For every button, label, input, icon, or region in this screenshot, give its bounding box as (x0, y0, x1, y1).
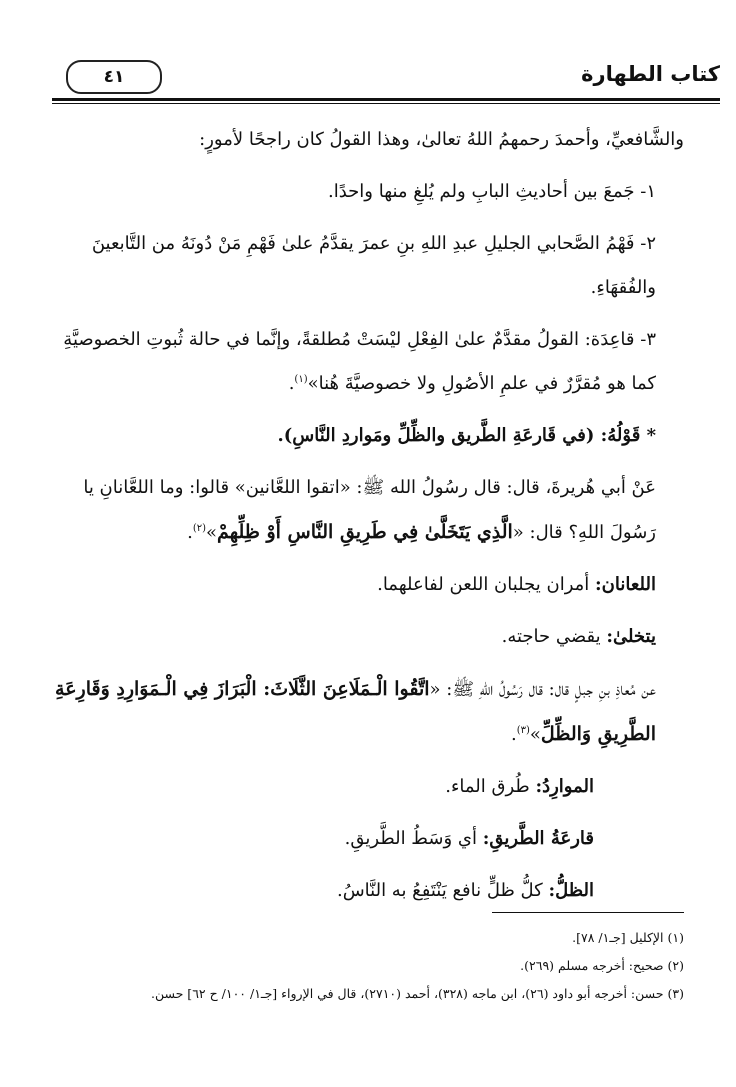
gloss-term: اللعانان: (595, 574, 656, 595)
gloss-term: يتخلىٰ: (606, 626, 656, 647)
hadith-1-text: الَّذِي يَتَخَلَّىٰ فِي طَرِيقِ النَّاسِ أَوْ ظِلِّهِمْ (217, 521, 513, 543)
gloss-definition: يقضي حاجته. (501, 626, 607, 647)
footnote-separator (492, 912, 684, 913)
gloss-item (48, 765, 684, 809)
list-item-2: ٢- فَهْمُ الصَّحابي الجليلِ عبدِ اللهِ بنِ عمرَ يقدَّمُ علىٰ فَهْمِ مَنْ دُونَهُ من التَّابعينَ والفُقهَاءِ. (91, 233, 656, 298)
footnote-ref-2[interactable]: (٢) (192, 523, 207, 534)
hadith-2 (48, 667, 684, 757)
gloss-definition: أمران يجلبان اللعن لفاعلهما. (377, 574, 596, 595)
hadith-1 (48, 466, 684, 555)
list-item-3-period: . (288, 373, 295, 394)
hadith-1-close: » (206, 522, 218, 543)
book-title: كتاب الطهارة (581, 62, 720, 86)
hadith-2-period: . (510, 724, 517, 745)
hadith-1-period: . (187, 522, 193, 543)
page-header (52, 52, 720, 96)
gloss-item (48, 817, 684, 861)
list-item-3-text: ٣- قاعِدَة: القولُ مقدَّمٌ علىٰ الفِعْلِ ليْسَتْ مُطلقةً، وإنَّما في حالة ثُبوتِ الخصوصيَّةِ كما هو مُقرَّرٌ في علمِ الأصُولِ ولا خصوصيَّةَ هُنا» (63, 329, 656, 394)
gloss-definition: طُرق الماء. (445, 776, 536, 797)
intro-paragraph: والشَّافعيِّ، وأحمدَ رحمهمُ اللهُ تعالىٰ، وهذا القولُ كان راجحًا لأمورٍ: (199, 129, 684, 150)
footnote-1: (١) الإكليل [جـ١/ ٧٨]. (572, 930, 684, 945)
gloss-definition: أي وَسَطُ الطَّريقِ. (344, 828, 483, 849)
gloss-term: الموارِدُ: (535, 776, 594, 797)
gloss-item (48, 869, 684, 913)
footnotes (24, 924, 684, 1008)
list-item-3 (48, 318, 684, 406)
gloss-definition: كلُّ ظلٍّ نافع يَنْتَفِعُ به النَّاسُ. (336, 880, 549, 901)
footnote-2: (٢) صحيح: أخرجه مسلم (٢٦٩). (520, 958, 684, 973)
header-rule-thin (52, 103, 720, 104)
page-number: ٤١ (66, 60, 162, 94)
hadith-1-intro: عَنْ أبي هُريرةَ، قال: قال رسُولُ الله ﷺ: «اتقوا اللعَّانين» قالوا: وما اللعَّانانِ يا رَسُولَ اللهِ؟ قال: « (83, 477, 656, 543)
hadith-2-close: » (529, 724, 541, 745)
gloss-item (48, 563, 684, 607)
gloss-term: قارعَةُ الطَّريقِ: (482, 828, 594, 849)
hadith-2-text: اتَّقُوا الْـمَلَاعِنَ الثَّلَاثَ: الْبَرَازَ فِي الْـمَوَارِدِ وَقَارِعَةِ الطَّرِيقِ وَالظِّلِّ (55, 678, 656, 745)
gloss-term: الظلُّ: (548, 880, 594, 901)
footnote-ref-3[interactable]: (٣) (516, 725, 530, 736)
header-rule-thick (52, 98, 720, 101)
hadith-2-intro: عن مُعاذِ بنِ جبلٍ قال: قال رَسُولُ اللهِ ﷺ: « (429, 679, 656, 700)
list-item-1: ١- جَمعَ بين أحاديثِ البابِ ولم يُلغِ منها واحدًا. (328, 181, 656, 202)
gloss-item (48, 615, 684, 659)
main-text (48, 118, 684, 921)
footnote-ref-1[interactable]: (١) (294, 374, 308, 385)
quote-heading: * قَوْلُهُ: (في قَارعَةِ الطَّريق والظِّلِّ ومَواردِ النَّاسِ). (277, 425, 656, 446)
footnote-3: (٣) حسن: أخرجه أبو داود (٢٦)، ابن ماجه (٣٢٨)، أحمد (٢٧١٠)، قال في الإرواء [جـ١/ ١٠٠/ ح ٦٢] حسن. (150, 986, 684, 1001)
